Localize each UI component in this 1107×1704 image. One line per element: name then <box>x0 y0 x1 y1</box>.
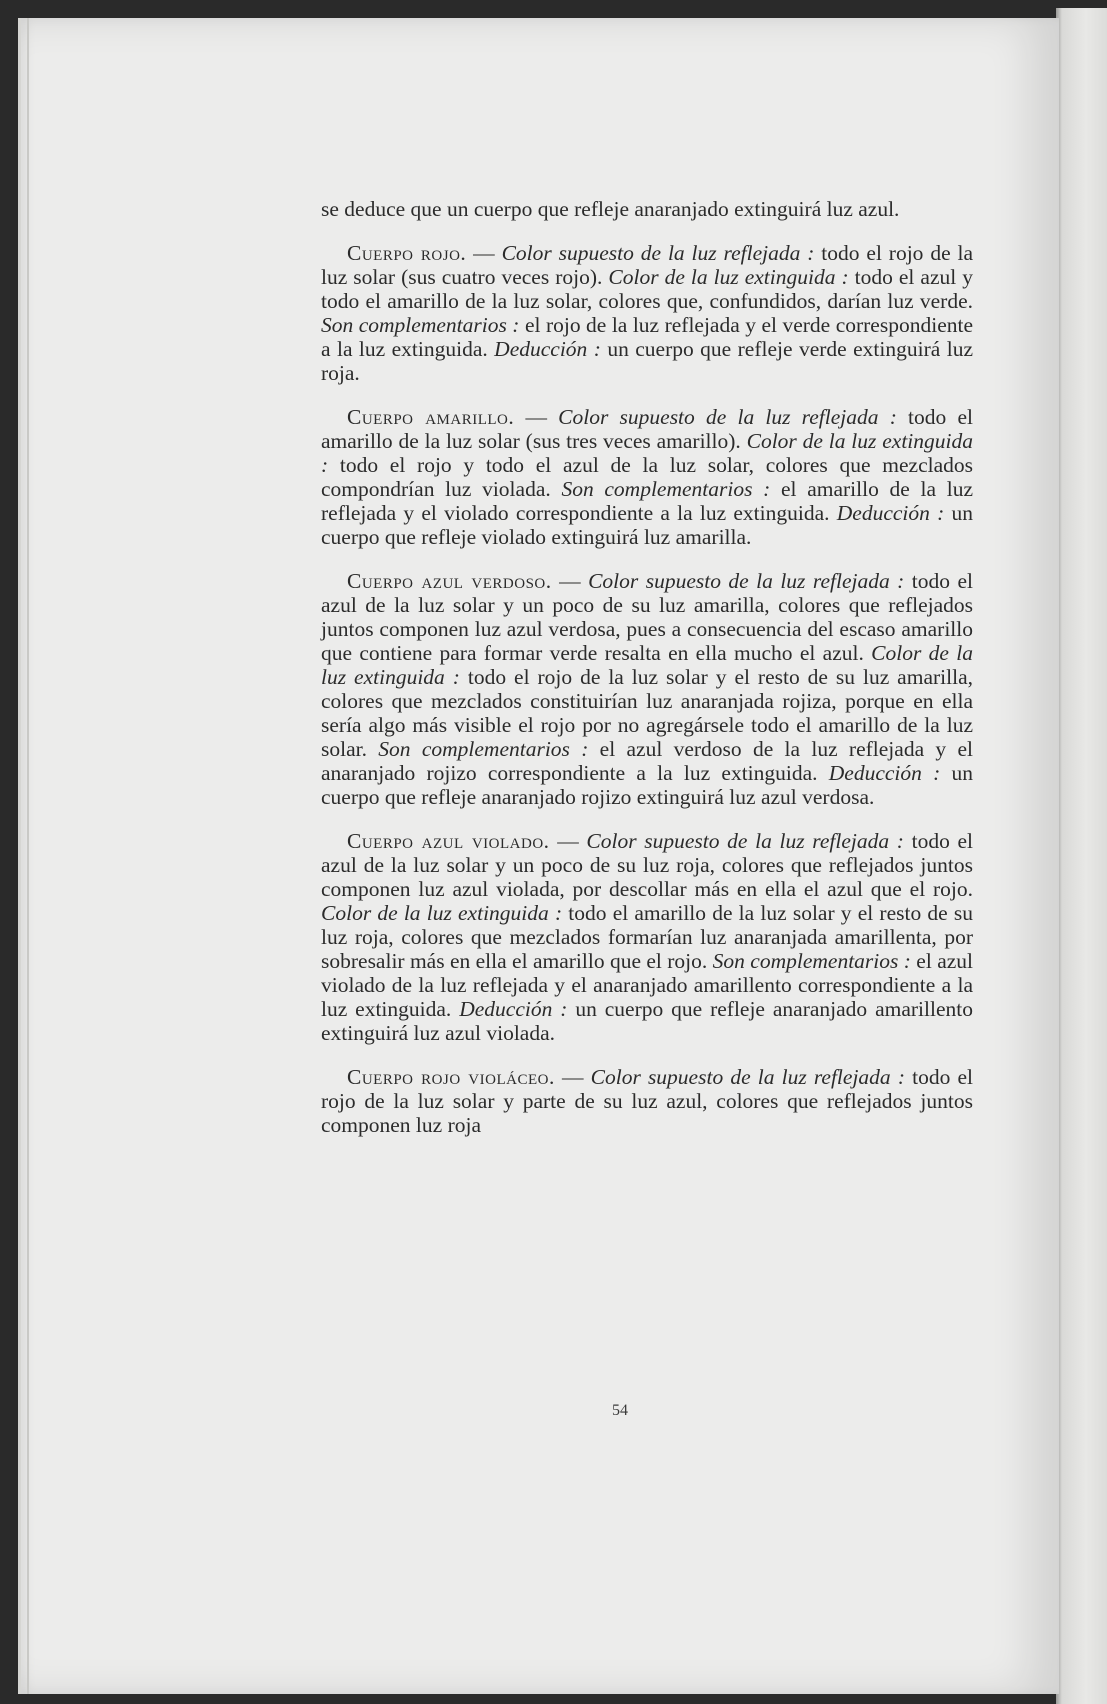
section-heading: Cuerpo rojo. <box>347 241 467 265</box>
paragraph-0 <box>321 197 973 221</box>
text-run: el amarillo de la luz reflejada y el violado correspondiente a la luz extinguida. <box>321 477 973 525</box>
text-run: — <box>554 1065 591 1089</box>
text-run: — <box>466 241 502 265</box>
page-number: 54 <box>612 1402 628 1419</box>
section-heading: Cuerpo azul violado. <box>347 829 550 853</box>
text-run: todo el amarillo de la luz solar y el resto de su luz roja, colores que mezclados formarían luz anaranjada amarillenta, por sobresalir más en ella el amarillo que el rojo. <box>321 901 973 973</box>
italic-term: Color supuesto de la luz reflejada : <box>588 569 905 593</box>
italic-term: Color supuesto de la luz reflejada : <box>501 241 815 265</box>
section-heading: Cuerpo azul verdoso. <box>347 569 552 593</box>
text-run: se deduce que un cuerpo que refleje anaranjado extinguirá luz azul. <box>321 197 900 221</box>
italic-term: Deducción : <box>459 997 568 1021</box>
text-run: todo el rojo y todo el azul de la luz solar, colores que mezclados compondrían luz violada. <box>321 453 973 501</box>
paragraph-cuerpo-amarillo <box>321 405 973 549</box>
paragraph-cuerpo-azul-verdoso <box>321 569 973 809</box>
text-run: todo el azul de la luz solar y un poco de su luz amarilla, colores que reflejados juntos componen luz azul verdosa, pues a consecuencia del escaso amarillo que contiene para formar verde resalta en ella mucho el azul. <box>321 569 973 665</box>
section-heading: Cuerpo rojo violáceo. <box>347 1065 555 1089</box>
italic-term: Color supuesto de la luz reflejada : <box>590 1065 905 1089</box>
text-run: un cuerpo que refleje anaranjado amarillento extinguirá luz azul violada. <box>321 997 973 1045</box>
italic-term: Son complementarios : <box>712 949 911 973</box>
text-run: un cuerpo que refleje violado extinguirá luz amarilla. <box>321 501 973 549</box>
italic-term: Son complementarios : <box>378 737 589 761</box>
italic-term: Deducción : <box>828 761 941 785</box>
italic-term: Color supuesto de la luz reflejada : <box>558 405 897 429</box>
text-run: el rojo de la luz reflejada y el verde correspondiente a la luz extinguida. <box>321 313 973 361</box>
text-run: el azul verdoso de la luz reflejada y el anaranjado rojizo correspondiente a la luz extinguida. <box>321 737 973 785</box>
section-heading: Cuerpo amarillo. <box>347 405 515 429</box>
paragraph-cuerpo-rojo <box>321 241 973 385</box>
text-run: todo el rojo de la luz solar (sus cuatro veces rojo). <box>321 241 974 289</box>
text-run: todo el amarillo de la luz solar (sus tres veces amarillo). <box>321 405 973 453</box>
adjacent-page-edge <box>1056 8 1107 1704</box>
italic-term: Color supuesto de la luz reflejada : <box>586 829 904 853</box>
italic-term: Color de la luz extinguida : <box>608 265 849 289</box>
text-run: — <box>514 405 559 429</box>
italic-term: Deducción : <box>836 501 945 525</box>
text-run: — <box>549 829 587 853</box>
italic-term: Color de la luz extinguida : <box>321 901 563 925</box>
text-run: todo el azul y todo el amarillo de la luz solar, colores que, confundidos, darían luz verde. <box>321 265 973 313</box>
page-body-text <box>321 197 973 1137</box>
text-run: un cuerpo que refleje anaranjado rojizo extinguirá luz azul verdosa. <box>321 761 974 809</box>
italic-term: Son complementarios : <box>321 313 520 337</box>
book-page <box>18 18 1059 1694</box>
text-run: todo el azul de la luz solar y un poco de su luz roja, colores que reflejados juntos componen luz azul violada, por descollar más en ella el azul que el rojo. <box>321 829 973 901</box>
paragraph-cuerpo-azul-violado <box>321 829 973 1045</box>
italic-term: Son complementarios : <box>561 477 771 501</box>
italic-term: Color de la luz extinguida : <box>321 641 973 689</box>
text-run: un cuerpo que refleje verde extinguirá luz roja. <box>321 337 973 385</box>
paragraph-cuerpo-rojo-violaceo <box>321 1065 973 1137</box>
text-run: todo el rojo de la luz solar y el resto de su luz amarilla, colores que mezclados constituirían luz anaranjada rojiza, porque en ella sería algo más visible el rojo por no agregársele todo el amarillo de la luz solar. <box>321 665 973 761</box>
text-run: — <box>551 569 589 593</box>
italic-term: Deducción : <box>494 337 601 361</box>
text-run: el azul violado de la luz reflejada y el anaranjado amarillento correspondiente a la luz extinguida. <box>321 949 974 1021</box>
italic-term: Color de la luz extinguida : <box>321 429 973 477</box>
text-run: todo el rojo de la luz solar y parte de su luz azul, colores que reflejados juntos componen luz roja <box>321 1065 973 1137</box>
